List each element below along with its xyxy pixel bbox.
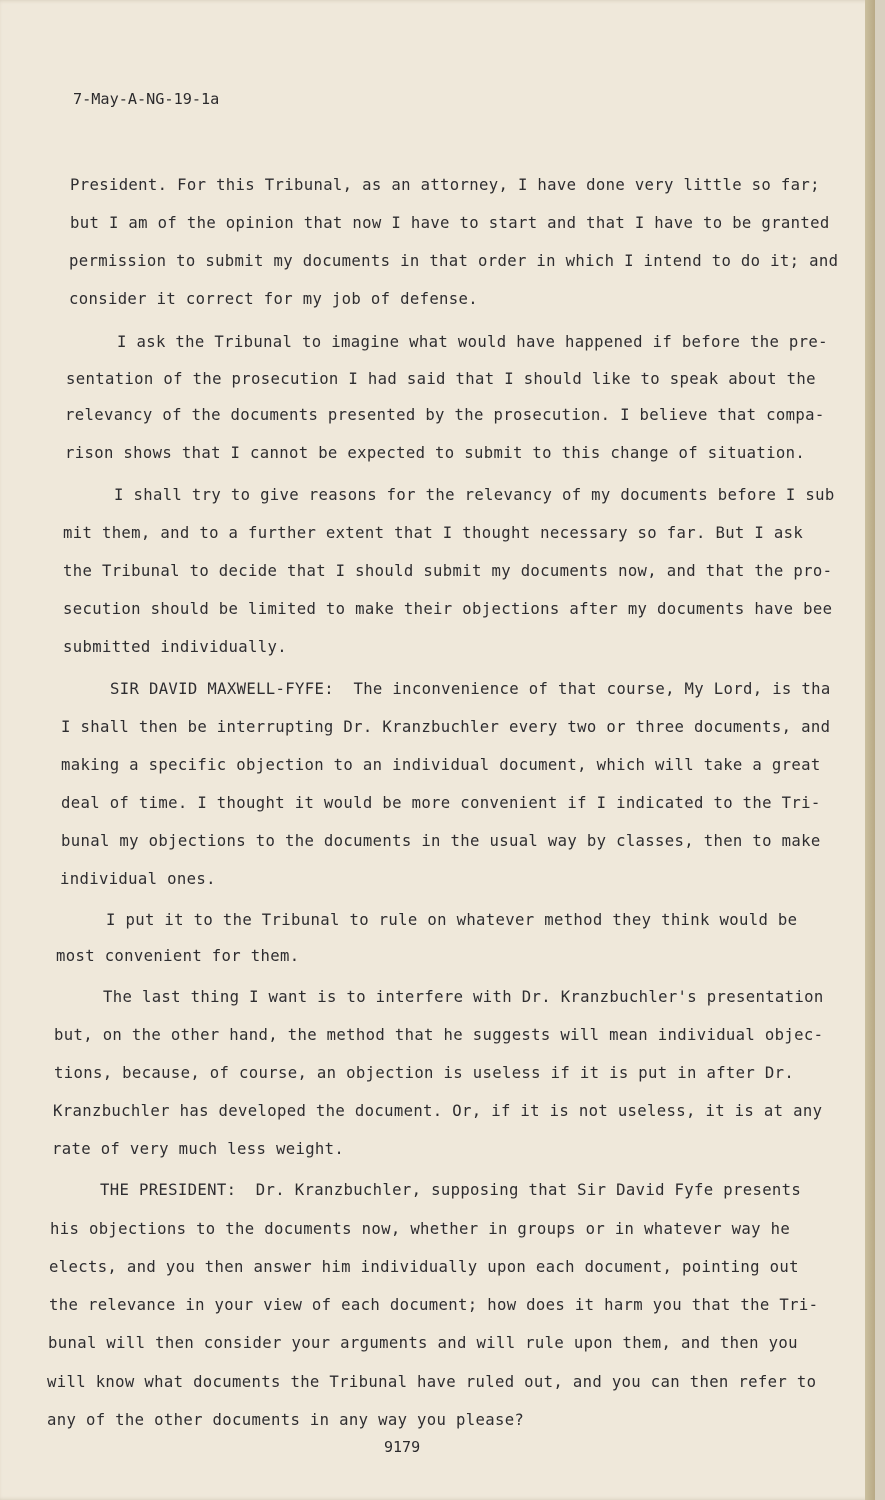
text-line: SIR DAVID MAXWELL-FYFE: The inconvenience of that course, My Lord, is tha xyxy=(110,680,831,698)
text-line: sentation of the prosecution I had said that I should like to speak about the xyxy=(66,370,816,388)
text-line: the relevance in your view of each document; how does it harm you that the Tri- xyxy=(49,1296,819,1314)
text-line: rate of very much less weight. xyxy=(52,1140,345,1158)
text-line: will know what documents the Tribunal have ruled out, and you can then refer to xyxy=(47,1373,817,1391)
text-line: permission to submit my documents in that order in which I intend to do it; and xyxy=(69,252,839,270)
text-line: his objections to the documents now, whether in groups or in whatever way he xyxy=(50,1220,791,1238)
text-line: mit them, and to a further extent that I thought necessary so far. But I ask xyxy=(63,524,804,542)
text-line: I put it to the Tribunal to rule on whatever method they think would be xyxy=(106,911,798,929)
text-line: deal of time. I thought it would be more convenient if I indicated to the Tri- xyxy=(61,794,821,812)
text-line: elects, and you then answer him individually upon each document, pointing out xyxy=(49,1258,799,1276)
text-line: but I am of the opinion that now I have to start and that I have to be granted xyxy=(70,214,830,232)
text-line: but, on the other hand, the method that he suggests will mean individual objec- xyxy=(54,1026,824,1044)
text-line: THE PRESIDENT: Dr. Kranzbuchler, supposing that Sir David Fyfe presents xyxy=(100,1181,802,1199)
page-number: 9179 xyxy=(384,1438,421,1456)
text-line: President. For this Tribunal, as an attorney, I have done very little so far; xyxy=(70,176,820,194)
text-line: the Tribunal to decide that I should submit my documents now, and that the pro- xyxy=(63,562,833,580)
text-line: I shall then be interrupting Dr. Kranzbuchler every two or three documents, and xyxy=(61,718,831,736)
text-line: individual ones. xyxy=(60,870,216,888)
text-line: bunal will then consider your arguments and will rule upon them, and then you xyxy=(48,1334,798,1352)
text-line: consider it correct for my job of defense. xyxy=(69,290,479,308)
text-line: Kranzbuchler has developed the document. Or, if it is not useless, it is at any xyxy=(53,1102,823,1120)
text-line: any of the other documents in any way you please? xyxy=(47,1411,525,1429)
document-header-id: 7-May-A-NG-19-1a xyxy=(73,90,220,108)
text-line: relevancy of the documents presented by the prosecution. I believe that compa- xyxy=(65,406,825,424)
text-line: tions, because, of course, an objection is useless if it is put in after Dr. xyxy=(54,1064,795,1082)
text-line: secution should be limited to make their objections after my documents have bee xyxy=(63,600,833,618)
text-line: making a specific objection to an individual document, which will take a great xyxy=(61,756,821,774)
text-line: The last thing I want is to interfere with Dr. Kranzbuchler's presentation xyxy=(103,988,824,1006)
text-line: rison shows that I cannot be expected to submit to this change of situation. xyxy=(65,444,806,462)
text-line: bunal my objections to the documents in the usual way by classes, then to make xyxy=(61,832,821,850)
text-line: I shall try to give reasons for the relevancy of my documents before I sub xyxy=(114,486,835,504)
text-line: most convenient for them. xyxy=(56,947,300,965)
text-line: submitted individually. xyxy=(63,638,287,656)
text-line: I ask the Tribunal to imagine what would have happened if before the pre- xyxy=(117,333,828,351)
